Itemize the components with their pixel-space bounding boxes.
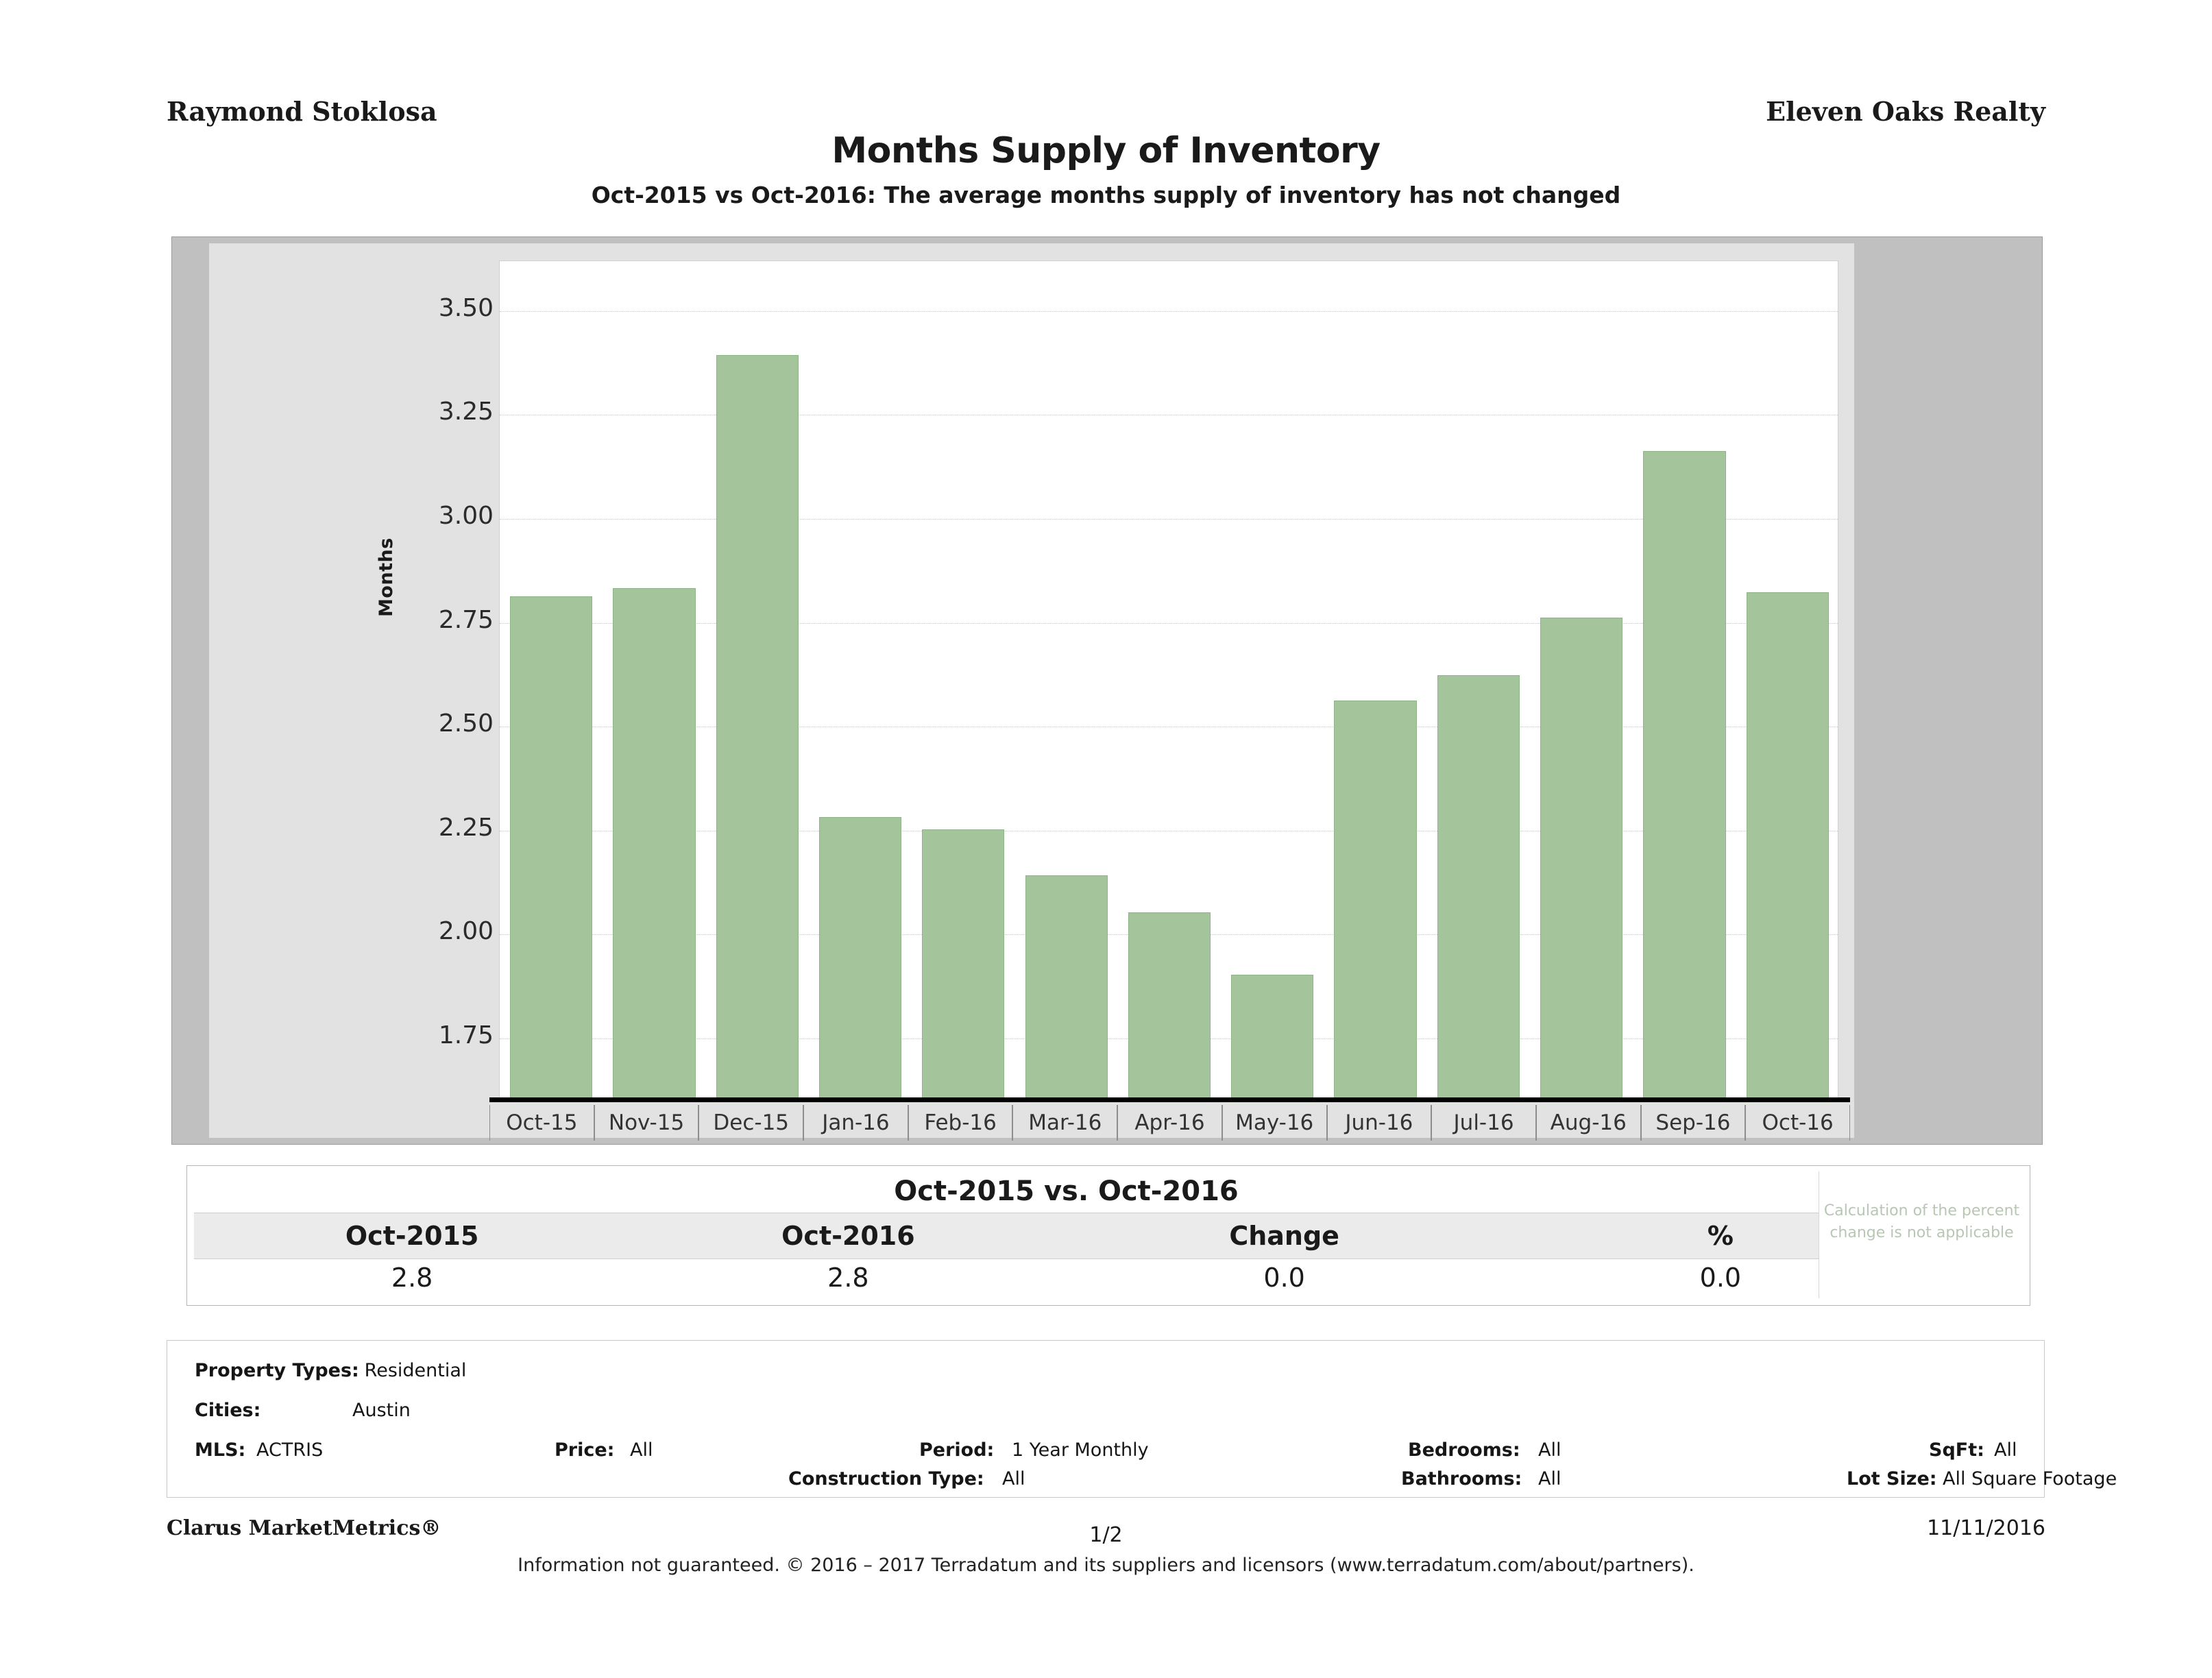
criteria-price-label: Price: (555, 1439, 615, 1461)
criteria-sqft (1929, 1439, 1984, 1461)
x-axis-tick-label: May-16 (1222, 1105, 1327, 1141)
criteria-bathrooms-value: All (1538, 1468, 1561, 1489)
criteria-period (919, 1439, 994, 1461)
comparison-note: Calculation of the percent change is not applicable (1819, 1171, 2024, 1298)
page-title: Months Supply of Inventory (831, 130, 1381, 171)
comparison-value-cell: 2.8 (827, 1263, 869, 1293)
criteria-construction-label: Construction Type: (788, 1468, 984, 1489)
bar (510, 596, 592, 1099)
criteria-property-types-value: : Residential (352, 1360, 467, 1381)
criteria-bedrooms (1408, 1439, 1520, 1461)
x-axis-tick-label: Nov-15 (594, 1105, 699, 1141)
comparison-column-header: % (1707, 1221, 1734, 1251)
x-axis-tick-label: Aug-16 (1536, 1105, 1641, 1141)
comparison-header-row (194, 1213, 1938, 1259)
bar (1025, 875, 1108, 1099)
x-axis-tick-label: Apr-16 (1117, 1105, 1222, 1141)
bar (1540, 618, 1622, 1099)
bar (1334, 701, 1416, 1099)
criteria-lotsize-value: All Square Footage (1943, 1468, 2117, 1489)
y-axis-tick-label: 3.00 (438, 501, 494, 530)
chart-bars (500, 261, 1838, 1099)
y-axis-tick-label: 3.25 (438, 398, 494, 426)
x-axis-labels (489, 1105, 1850, 1146)
criteria-lotsize-label: Lot Size: (1847, 1468, 1937, 1489)
page-subtitle: Oct-2015 vs Oct-2016: The average months supply of inventory has not changed (591, 182, 1621, 208)
criteria-sqft-value: All (1994, 1439, 2017, 1461)
search-criteria-panel (167, 1340, 2117, 1498)
x-axis-tick-label: Jan-16 (803, 1105, 908, 1141)
criteria-price (555, 1439, 614, 1461)
agent-name: Raymond Stoklosa (167, 96, 437, 127)
x-axis-tick-label: Oct-16 (1745, 1105, 1850, 1141)
y-axis-tick-label: 1.75 (438, 1021, 494, 1050)
criteria-bathrooms-label: Bathrooms: (1401, 1468, 1522, 1489)
criteria-mls-value: ACTRIS (256, 1439, 324, 1461)
bar (1128, 912, 1211, 1099)
bar (819, 817, 901, 1099)
criteria-bathrooms (1401, 1468, 1522, 1489)
bar (1747, 592, 1829, 1099)
x-axis-tick-label: Jun-16 (1327, 1105, 1432, 1141)
brokerage-name: Eleven Oaks Realty (1766, 96, 2045, 127)
x-axis-tick-label: Sep-16 (1641, 1105, 1746, 1141)
comparison-value-row (194, 1258, 1938, 1300)
criteria-cities (195, 1400, 260, 1421)
comparison-value-cell: 0.0 (1699, 1263, 1742, 1293)
x-axis-tick-label: Dec-15 (698, 1105, 803, 1141)
bar (716, 355, 799, 1099)
criteria-construction (788, 1468, 984, 1489)
criteria-sqft-label: SqFt: (1929, 1439, 1984, 1461)
criteria-construction-value: All (1002, 1468, 1025, 1489)
criteria-period-label: Period: (919, 1439, 995, 1461)
y-axis-label: Months (376, 537, 397, 617)
y-axis-tick-label: 2.75 (438, 605, 494, 634)
comparison-value-cell: 2.8 (391, 1263, 433, 1293)
y-axis-tick-label: 2.25 (438, 813, 494, 842)
footer-date: 11/11/2016 (1927, 1516, 2045, 1540)
bar (922, 829, 1004, 1099)
x-axis-tick-label: Oct-15 (489, 1105, 594, 1141)
criteria-bedrooms-value: All (1538, 1439, 1561, 1461)
comparison-column-header: Oct-2015 (345, 1221, 479, 1251)
footer-disclaimer: Information not guaranteed. © 2016 – 2017 Terradatum and its suppliers and licensors (www.terradatum.com/about/partners). (518, 1555, 1694, 1576)
criteria-property-types (195, 1360, 359, 1381)
criteria-property-types-label: Property Types: (195, 1360, 359, 1381)
criteria-bedrooms-label: Bedrooms: (1408, 1439, 1520, 1461)
x-axis-tick-label: Jul-16 (1431, 1105, 1536, 1141)
criteria-period-value: 1 Year Monthly (1012, 1439, 1149, 1461)
bar (1231, 975, 1313, 1099)
comparison-column-header: Change (1229, 1221, 1339, 1251)
x-axis-tick-label: Mar-16 (1012, 1105, 1117, 1141)
bar (613, 588, 695, 1099)
criteria-mls-label: MLS: (195, 1439, 246, 1461)
footer-brand: Clarus MarketMetrics® (167, 1516, 441, 1540)
bar (1643, 451, 1725, 1099)
comparison-column-header: Oct-2016 (781, 1221, 915, 1251)
criteria-cities-label: Cities: (195, 1400, 261, 1421)
bar (1437, 675, 1520, 1099)
comparison-main (187, 1166, 1945, 1305)
comparison-title: Oct-2015 vs. Oct-2016 (894, 1176, 1239, 1207)
comparison-table (186, 1165, 2030, 1306)
criteria-price-value: All (630, 1439, 653, 1461)
y-axis-tick-label: 2.00 (438, 917, 494, 946)
y-axis-tick-label: 2.50 (438, 709, 494, 738)
x-axis-tick-label: Feb-16 (908, 1105, 1013, 1141)
footer-page-number: 1/2 (1089, 1523, 1123, 1547)
chart-plot-area (499, 260, 1838, 1100)
x-axis-line (489, 1097, 1850, 1102)
y-axis-tick-label: 3.50 (438, 293, 494, 322)
criteria-mls (195, 1439, 245, 1461)
criteria-cities-value: Austin (352, 1400, 411, 1421)
criteria-lotsize (1847, 1468, 1937, 1489)
comparison-value-cell: 0.0 (1263, 1263, 1305, 1293)
